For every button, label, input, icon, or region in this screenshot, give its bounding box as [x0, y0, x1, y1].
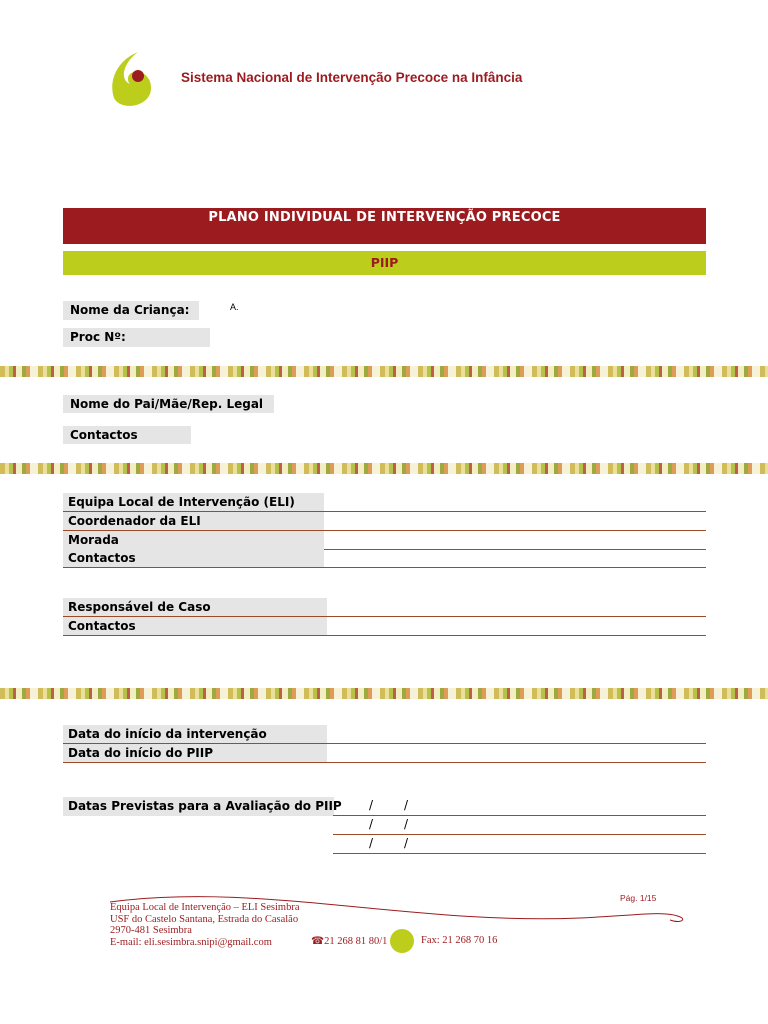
eli-address-row[interactable] [63, 531, 706, 550]
date-slash: / [404, 798, 409, 812]
child-name-value[interactable]: A. [230, 302, 239, 312]
footer-line-1: Equipa Local de Intervenção – ELI Sesimbra [110, 902, 300, 913]
date-slash: / [404, 836, 409, 850]
decorative-strip [0, 688, 768, 699]
footer-line-4[interactable]: E-mail: eli.sesimbra.snipi@gmail.com [110, 936, 272, 948]
case-contacts-label: Contactos [63, 617, 327, 635]
decorative-strip [0, 366, 768, 377]
case-responsible-row[interactable] [63, 598, 706, 617]
parent-name-label: Nome do Pai/Mãe/Rep. Legal [63, 395, 274, 413]
evaluation-date-3[interactable] [333, 835, 706, 854]
eli-contacts-label: Contactos [63, 549, 324, 567]
header-title: Sistema Nacional de Intervenção Precoce na Infância [181, 70, 523, 85]
eli-coordinator-row[interactable] [63, 512, 706, 531]
parent-contacts-label: Contactos [63, 426, 191, 444]
evaluation-date-1[interactable] [333, 797, 706, 816]
footer-phone: ☎21 268 81 80/1 [311, 936, 388, 947]
document-subtitle: PIIP [63, 251, 706, 275]
eli-team-row[interactable] [63, 493, 706, 512]
eli-coordinator-label: Coordenador da ELI [63, 512, 324, 530]
footer-address [110, 902, 300, 948]
footer-line-3: 2970-481 Sesimbra [110, 925, 192, 936]
piip-start-label: Data do início do PIIP [63, 744, 327, 762]
footer-fax: Fax: 21 268 70 16 [421, 935, 498, 946]
footer-line-2: USF do Castelo Santana, Estrada do Casalão [110, 913, 299, 925]
evaluation-dates-label: Datas Previstas para a Avaliação do PIIP [63, 797, 334, 816]
intervention-start-label: Data do início da intervenção [63, 725, 327, 743]
child-name-label: Nome da Criança: [63, 301, 199, 320]
eli-contacts-row[interactable] [63, 549, 706, 568]
decorative-strip [0, 463, 768, 474]
piip-start-row[interactable] [63, 744, 706, 763]
date-slash: / [369, 836, 374, 850]
case-contacts-row[interactable] [63, 617, 706, 636]
eli-team-label: Equipa Local de Intervenção (ELI) [63, 493, 324, 511]
document-title: PLANO INDIVIDUAL DE INTERVENÇÃO PRECOCE [63, 208, 706, 244]
date-slash: / [369, 798, 374, 812]
proc-number-label: Proc Nº: [63, 328, 210, 347]
evaluation-date-2[interactable] [333, 816, 706, 835]
case-responsible-label: Responsável de Caso [63, 598, 327, 616]
footer-dot-decoration [390, 929, 414, 953]
eli-address-label: Morada [63, 531, 324, 549]
page-number: Pág. 1/15 [620, 893, 657, 903]
intervention-start-row[interactable] [63, 725, 706, 744]
date-slash: / [369, 817, 374, 831]
snipi-logo [108, 50, 154, 108]
date-slash: / [404, 817, 409, 831]
